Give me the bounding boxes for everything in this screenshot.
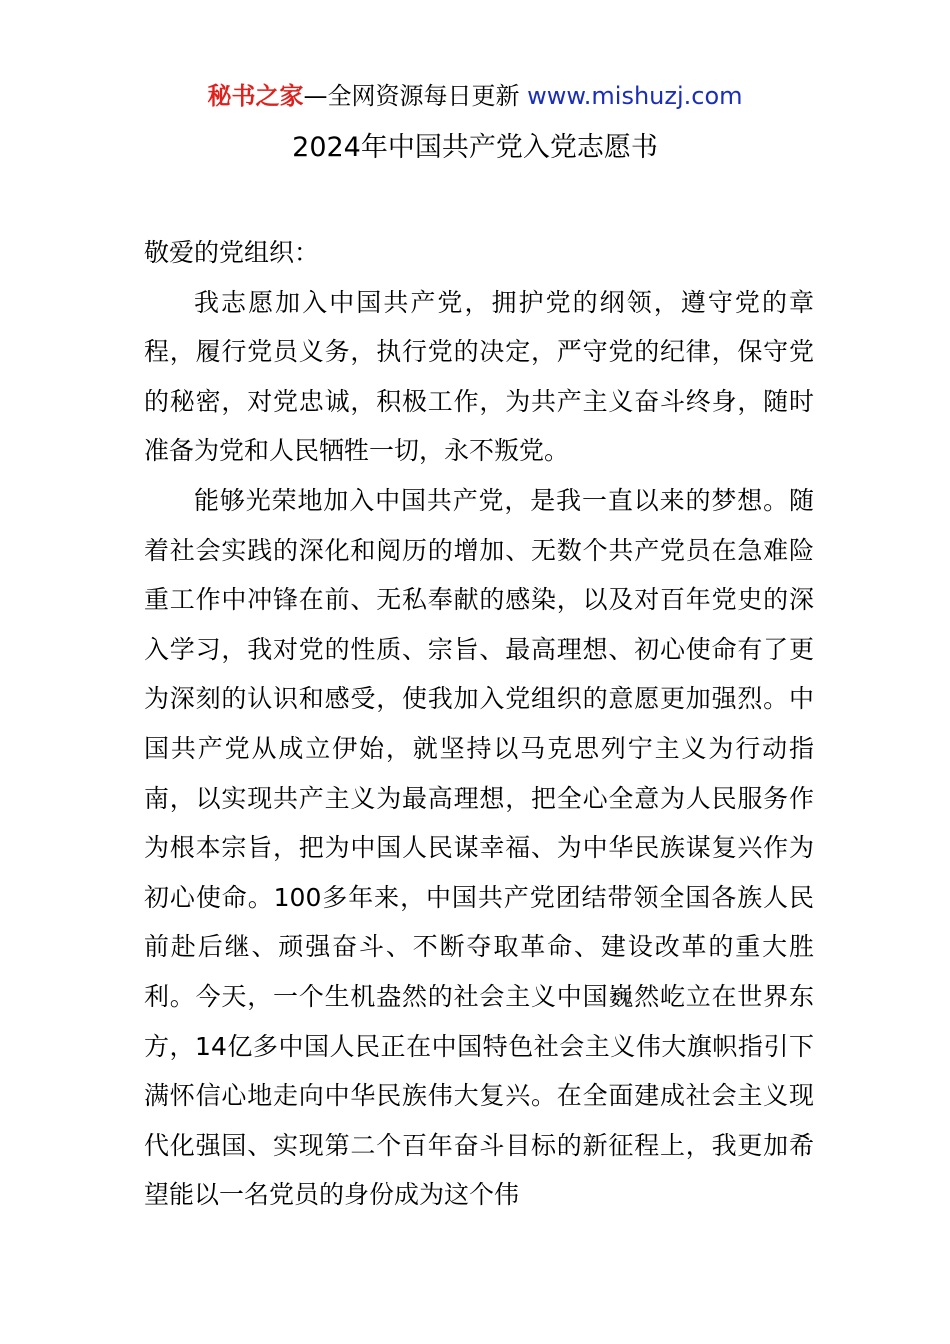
salutation: 敬爱的党组织： <box>144 238 320 267</box>
document-body <box>144 228 814 1220</box>
site-header <box>0 80 950 112</box>
paragraph-1: 我志愿加入中国共产党，拥护党的纲领，遵守党的章程，履行党员义务，执行党的决定，严守党的纪律，保守党的秘密，对党忠诚，积极工作，为共产主义奋斗终身，随时准备为党和人民牺牲一切，永不叛党。 <box>144 287 814 466</box>
header-tagline: —全网资源每日更新 <box>303 82 528 110</box>
paragraph-2: 能够光荣地加入中国共产党，是我一直以来的梦想。随着社会实践的深化和阅历的增加、无数个共产党员在急难险重工作中冲锋在前、无私奉献的感染，以及对百年党史的深入学习，我对党的性质、宗旨、最高理想、初心使命有了更为深刻的认识和感受，使我加入党组织的意愿更加强烈。中国共产党从成立伊始，就坚持以马克思列宁主义为行动指南，以实现共产主义为最高理想，把全心全意为人民服务作为根本宗旨，把为中国人民谋幸福、为中华民族谋复兴作为初心使命。100多年来，中国共产党团结带领全国各族人民前赴后继、顽强奋斗、不断夺取革命、建设改革的重大胜利。今天，一个生机盎然的社会主义中国巍然屹立在世界东方，14亿多中国人民正在中国特色社会主义伟大旗帜指引下满怀信心地走向中华民族伟大复兴。在全面建成社会主义现代化强国、实现第二个百年奋斗目标的新征程上，我更加希望能以一名党员的身份成为这个伟 <box>144 485 814 1210</box>
site-url-link[interactable]: www.mishuzj.com <box>527 82 743 110</box>
brand-name: 秘书之家 <box>207 82 304 110</box>
document-title: 2024年中国共产党入党志愿书 <box>292 132 658 163</box>
